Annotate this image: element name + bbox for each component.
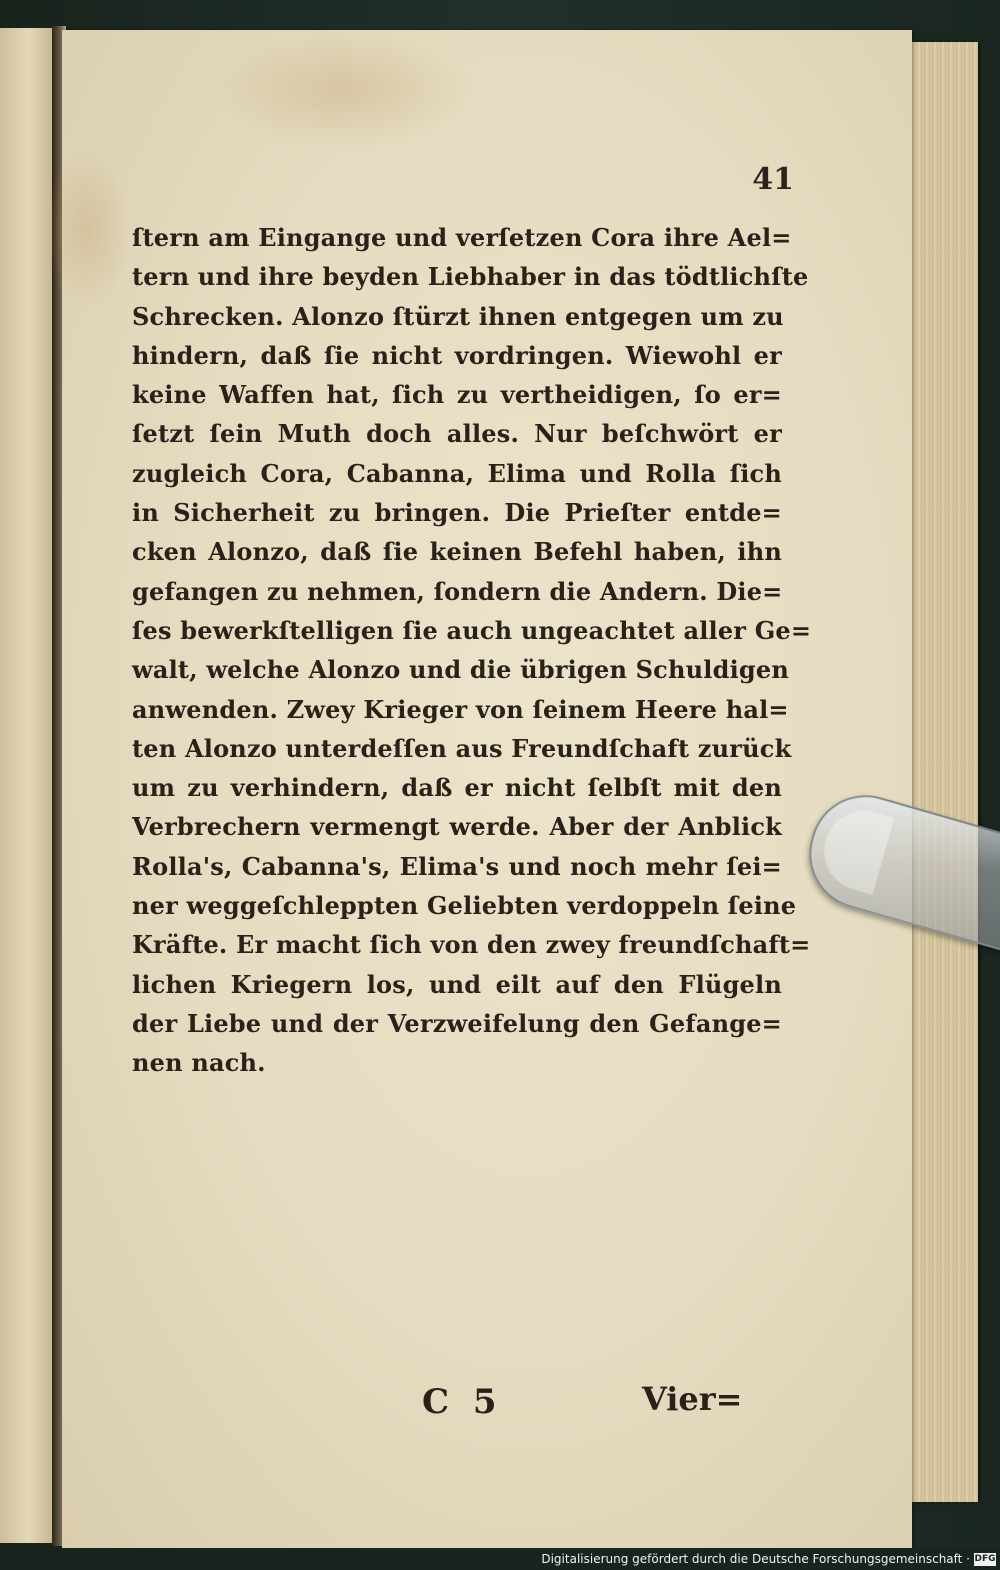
text-line: in Sicherheit zu bringen. Die Prieſter entde= [132, 498, 782, 528]
dfg-logo: DFG [974, 1554, 996, 1564]
text-line: anwenden. Zwey Krieger von ſeinem Heere hal= [132, 694, 789, 724]
text-line: gefangen zu nehmen, ſondern die Andern. Die= [132, 576, 783, 606]
text-line: ſes bewerkſtelligen ſie auch ungeachtet aller Ge= [132, 615, 812, 645]
text-line: Schrecken. Alonzo ſtürzt ihnen entgegen um zu [132, 301, 784, 331]
text-line: nen nach. [132, 1048, 266, 1078]
text-line: um zu verhindern, daß er nicht ſelbſt mit den [132, 773, 782, 803]
text-line: Kräfte. Er macht ſich von den zwey freundſchaft= [132, 930, 811, 960]
text-line: cken Alonzo, daß ſie keinen Befehl haben, ihn [132, 537, 782, 567]
book-page [62, 30, 912, 1548]
text-line: hindern, daß ſie nicht vordringen. Wiewohl er [132, 340, 782, 370]
footer-bar [0, 1548, 1000, 1570]
text-line: walt, welche Alonzo und die übrigen Schuldigen [132, 655, 790, 685]
text-line: ner weggeſchleppten Geliebten verdoppeln ſeine [132, 891, 797, 921]
text-line: lichen Kriegern los, und eilt auf den Flügeln [132, 969, 782, 999]
page-number: 41 [752, 162, 794, 197]
body-text [132, 218, 812, 1083]
digitization-credit: Digitalisierung gefördert durch die Deutsche Forschungsgemeinschaft · [541, 1552, 970, 1566]
text-line: Verbrechern vermengt werde. Aber der Anblick [132, 812, 782, 842]
text-line: tern und ihre beyden Liebhaber in das tödtlichſte [132, 262, 809, 292]
printer-signature-mark: C 5 [422, 1382, 503, 1422]
text-line: keine Waffen hat, ſich zu vertheidigen, ſo er= [132, 380, 782, 410]
text-line: Rolla's, Cabanna's, Elima's und noch mehr ſei= [132, 851, 782, 881]
water-stain [42, 150, 132, 310]
text-line: ſetzt ſein Muth doch alles. Nur beſchwört er [132, 419, 782, 449]
text-line: ten Alonzo unterdeſſen aus Freundſchaft zurück [132, 733, 792, 763]
water-stain [212, 30, 472, 150]
text-line: ſtern am Eingange und verſetzen Cora ihre Ael= [132, 223, 792, 252]
text-line: der Liebe und der Verzweifelung den Gefange= [132, 1008, 782, 1038]
page-edges [905, 42, 978, 1502]
text-line: zugleich Cora, Cabanna, Elima und Rolla ſich [132, 458, 782, 488]
clip-highlight [815, 801, 895, 894]
catchword: Vier= [642, 1380, 743, 1418]
